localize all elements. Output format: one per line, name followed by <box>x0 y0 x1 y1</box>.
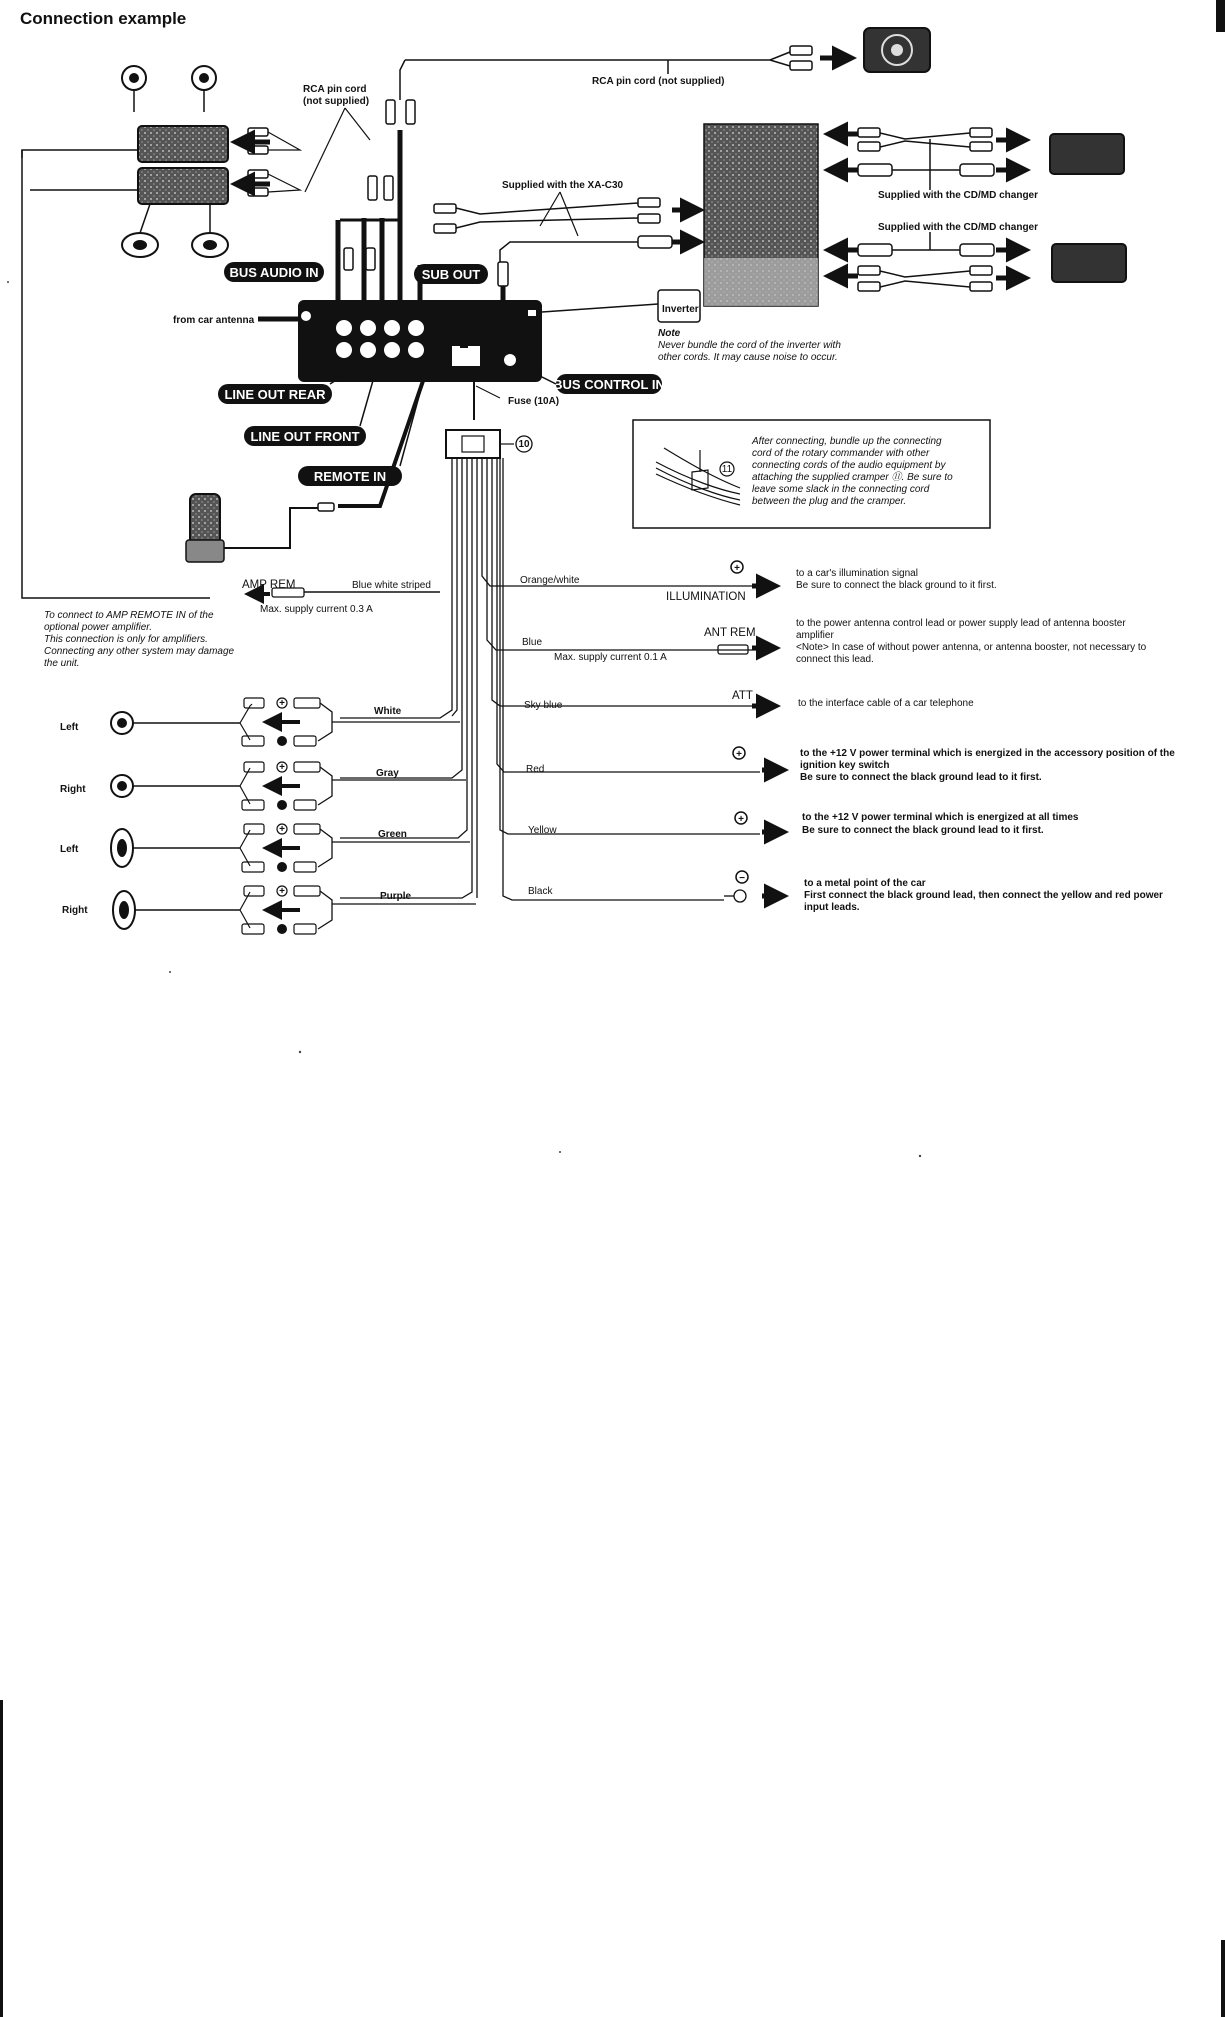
head-unit-body <box>298 300 542 382</box>
supplied-changer-label-2: Supplied with the CD/MD changer <box>878 222 1039 233</box>
lead-2-desc-3: <Note> In case of without power antenna, or antenna booster, not necessary to <box>796 642 1147 653</box>
inverter-note-line-1: Never bundle the cord of the inverter with <box>658 340 841 351</box>
lead-4-desc-1: to the +12 V power terminal which is energized in the accessory position of the <box>800 748 1175 759</box>
svg-text:+: + <box>279 886 285 897</box>
bus-control-in-label: BUS CONTROL IN <box>553 377 665 392</box>
speaker-row-3 <box>60 824 470 872</box>
edge-mark <box>1216 0 1225 32</box>
lead-4-desc-2: ignition key switch <box>800 760 890 771</box>
cd-md-changer-1 <box>828 128 1124 201</box>
lead-4-sign: + <box>736 749 742 760</box>
bus-control-in-pill <box>553 374 665 394</box>
cramper-note-line-5: leave some slack in the connecting cord <box>752 484 930 495</box>
svg-text:+: + <box>279 824 285 835</box>
speaker-2-side: Right <box>60 784 86 795</box>
amplifier-1-icon <box>138 126 228 162</box>
inverter-note-title: Note <box>658 328 681 339</box>
speaker-row-1 <box>60 698 460 746</box>
speaker-row-2 <box>60 762 466 810</box>
scan-specks <box>7 281 921 1157</box>
lead-6-wire: Black <box>528 886 553 897</box>
amp-rem-wire-label: Blue white striped <box>352 580 431 591</box>
cd-md-changer-2 <box>828 222 1126 291</box>
supplied-changer-label-1: Supplied with the CD/MD changer <box>878 190 1039 201</box>
speaker-2-wire: Gray <box>376 768 399 779</box>
cramper-note-line-1: After connecting, bundle up the connecting <box>752 436 942 447</box>
lead-1-desc-2: Be sure to connect the black ground to it first. <box>796 580 997 591</box>
cramper-note-line-4: attaching the supplied cramper ⑪. Be sure to <box>752 472 953 483</box>
rotary-commander <box>186 494 334 562</box>
lead-blue <box>522 618 1147 665</box>
speaker-3-wire: Green <box>378 829 407 840</box>
lead-2-tag: ANT REM <box>704 627 756 639</box>
rca-pin-cord-left-label-1: RCA pin cord <box>303 84 367 95</box>
lead-6-desc-3: input leads. <box>804 902 860 913</box>
changer-1-icon <box>1050 134 1124 174</box>
lead-5-wire: Yellow <box>528 825 557 836</box>
cramper-note-line-2: cord of the rotary commander with other <box>752 448 930 459</box>
harness-connector-icon <box>446 430 500 458</box>
lead-yellow <box>528 812 1079 836</box>
lead-3-tag: ATT <box>732 690 753 702</box>
line-out-front-label: LINE OUT FRONT <box>250 429 360 444</box>
from-car-antenna-label: from car antenna <box>173 315 255 326</box>
cramper-number: 11 <box>721 464 733 475</box>
lead-5-desc-2: Be sure to connect the black ground lead to it first. <box>802 825 1044 836</box>
lead-2-extra: Max. supply current 0.1 A <box>554 652 667 663</box>
cramper-note-line-3: connecting cords of the audio equipment by <box>752 460 946 471</box>
amplifier-2-icon <box>138 168 228 204</box>
fuse-label: Fuse (10A) <box>508 396 560 407</box>
speaker-1-wire: White <box>374 706 402 717</box>
line-out-rear-label: LINE OUT REAR <box>224 387 326 402</box>
lead-2-wire: Blue <box>522 637 543 648</box>
svg-text:+: + <box>279 698 285 709</box>
speaker-row-4 <box>62 886 476 934</box>
bus-audio-in-label: BUS AUDIO IN <box>229 265 319 280</box>
lead-6-sign: − <box>739 873 745 884</box>
amp-rem-supply: Max. supply current 0.3 A <box>260 604 373 615</box>
amp-rem-note-1: To connect to AMP REMOTE IN of the <box>44 610 214 621</box>
speaker-1-side: Left <box>60 722 79 733</box>
page-title: Connection example <box>20 9 187 28</box>
cramper-note-line-6: between the plug and the cramper. <box>752 496 907 507</box>
lead-2-desc-4: connect this lead. <box>796 654 874 665</box>
speaker-4-wire: Purple <box>380 891 412 902</box>
lead-3-desc-1: to the interface cable of a car telephone <box>798 698 974 709</box>
amp-rem-note-5: the unit. <box>44 658 80 669</box>
bus-audio-in-pill <box>224 262 324 282</box>
lead-1-wire: Orange/white <box>520 575 580 586</box>
lead-orange-white <box>520 561 997 603</box>
lead-3-wire: Sky blue <box>524 700 563 711</box>
lead-red <box>526 747 1175 783</box>
amp-rem-note-2: optional power amplifier. <box>44 622 153 633</box>
callout-10-number: 10 <box>518 439 530 450</box>
lead-6-desc-2: First connect the black ground lead, then connect the yellow and red power <box>804 890 1163 901</box>
amp-rem-label: AMP REM <box>242 579 296 591</box>
lead-1-desc-1: to a car's illumination signal <box>796 568 918 579</box>
amp-rem-connection <box>44 579 440 669</box>
lead-5-desc-1: to the +12 V power terminal which is energized at all times <box>802 812 1079 823</box>
line-out-rear-pill <box>218 384 332 404</box>
remote-in-label: REMOTE IN <box>313 469 387 484</box>
amp-rem-wire <box>22 150 210 598</box>
rca-pin-cord-left-label-2: (not supplied) <box>303 96 370 107</box>
speaker-4-side: Right <box>62 905 88 916</box>
svg-text:+: + <box>279 762 285 773</box>
lead-4-desc-3: Be sure to connect the black ground lead to it first. <box>800 772 1042 783</box>
lead-5-sign: + <box>738 814 744 825</box>
amp-rem-note-3: This connection is only for amplifiers. <box>44 634 208 645</box>
head-unit <box>298 300 542 382</box>
lead-1-tag: ILLUMINATION <box>666 591 746 603</box>
rotary-commander-icon <box>190 494 220 546</box>
line-out-front-pill <box>244 426 366 446</box>
sub-out-pill <box>414 264 488 284</box>
lead-sky-blue <box>524 690 974 711</box>
inverter-note-line-2: other cords. It may cause noise to occur. <box>658 352 838 363</box>
rca-pin-cord-top-label: RCA pin cord (not supplied) <box>592 76 725 87</box>
supplied-xa-c30-label: Supplied with the XA-C30 <box>502 180 624 191</box>
inverter-label: Inverter <box>662 304 699 315</box>
page-edge-left <box>0 1700 3 2017</box>
lead-black <box>528 871 1163 913</box>
lead-4-wire: Red <box>526 764 545 775</box>
amp-rem-note-4: Connecting any other system may damage <box>44 646 235 657</box>
speaker-3-side: Left <box>60 844 79 855</box>
lead-2-desc-1: to the power antenna control lead or power supply lead of antenna booster <box>796 618 1126 629</box>
sub-out-label: SUB OUT <box>421 267 481 282</box>
page-edge-right <box>1221 1940 1225 2017</box>
lead-2-desc-2: amplifier <box>796 630 834 641</box>
lead-6-desc-1: to a metal point of the car <box>804 878 926 889</box>
lead-1-sign: + <box>734 563 740 574</box>
amplifier-group <box>122 66 300 257</box>
changer-2-icon <box>1052 244 1126 282</box>
